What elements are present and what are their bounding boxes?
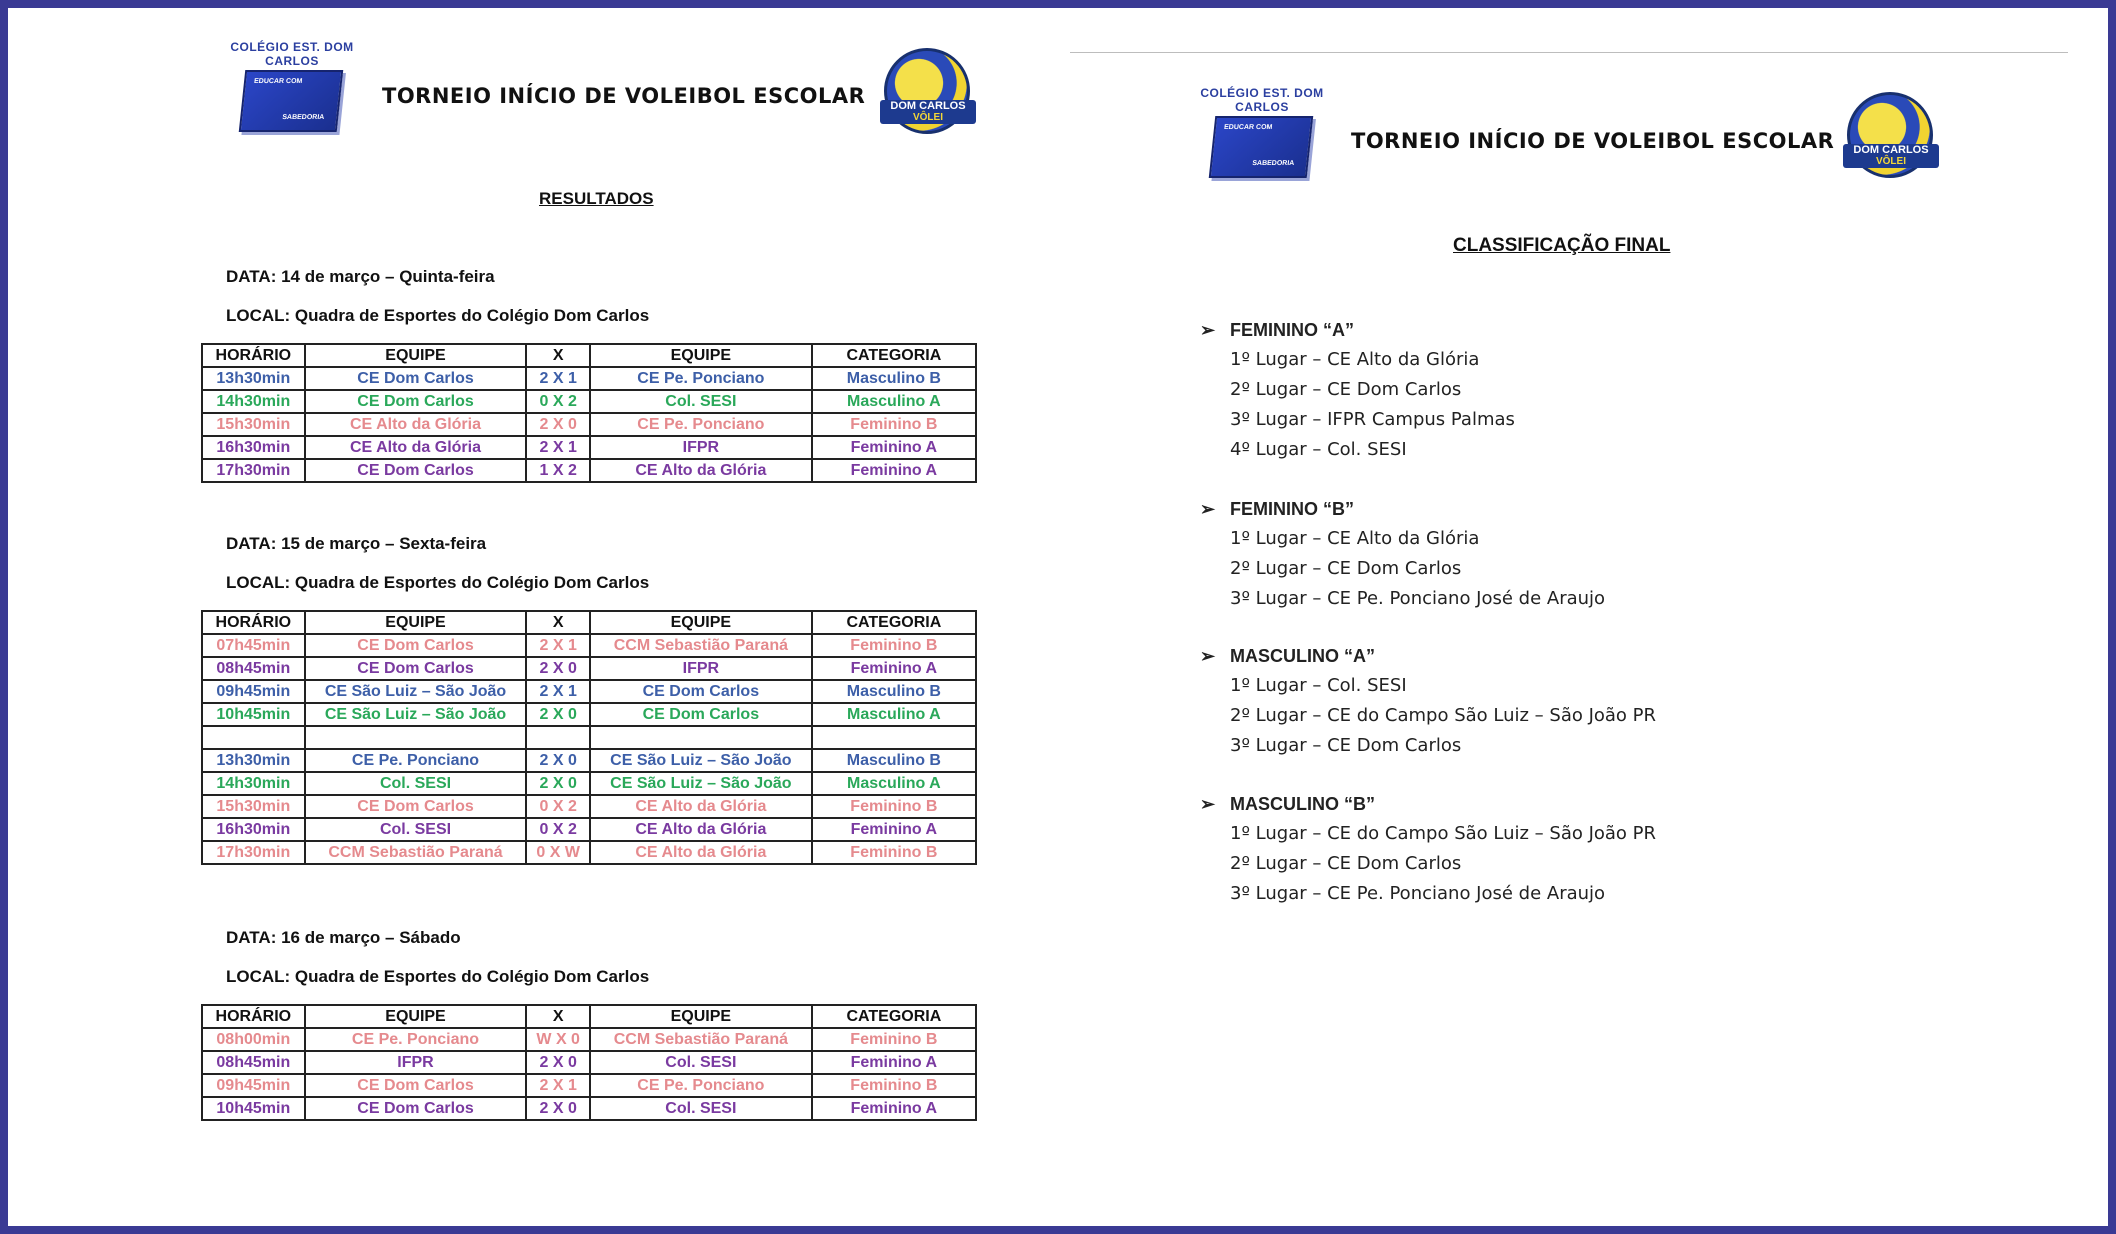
header-equipe-2: EQUIPE: [590, 1005, 812, 1028]
cell-categoria: Feminino B: [812, 1074, 976, 1097]
placement-line: 1º Lugar – CE Alto da Glória: [1230, 528, 1480, 549]
cell-categoria: Feminino A: [812, 657, 976, 680]
cell-score: 2 X 1: [526, 367, 590, 390]
day2-local: LOCAL: Quadra de Esportes do Colégio Dom Carlos: [226, 573, 650, 592]
cell-horario: 07h45min: [202, 634, 305, 657]
table-row: [202, 459, 976, 482]
cell-categoria: Feminino A: [812, 459, 976, 482]
group-name: FEMININO “A”: [1230, 320, 1354, 340]
placement-line: 2º Lugar – CE Dom Carlos: [1230, 379, 1462, 400]
cell-team1: CE Dom Carlos: [305, 1097, 527, 1120]
header-categoria: CATEGORIA: [812, 1005, 976, 1028]
cell-team1: Col. SESI: [305, 818, 527, 841]
cell-horario: 13h30min: [202, 367, 305, 390]
cell-team2: Col. SESI: [590, 1051, 812, 1074]
placement-line: 3º Lugar – CE Dom Carlos: [1230, 735, 1462, 756]
table-row: [202, 749, 976, 772]
header-horario: HORÁRIO: [202, 1005, 305, 1028]
cell-team1: [305, 726, 527, 749]
cell-team2: CE Alto da Glória: [590, 795, 812, 818]
cell-categoria: Feminino A: [812, 1097, 976, 1120]
table-row: [202, 1097, 976, 1120]
cell-score: 2 X 1: [526, 680, 590, 703]
cell-horario: 14h30min: [202, 772, 305, 795]
header-equipe-2: EQUIPE: [590, 611, 812, 634]
table-row: [202, 1028, 976, 1051]
cell-categoria: Masculino B: [812, 680, 976, 703]
cell-horario: 17h30min: [202, 841, 305, 864]
day2-date: DATA: 15 de março – Sexta-feira: [226, 534, 487, 553]
cell-horario: 15h30min: [202, 795, 305, 818]
cell-team2: IFPR: [590, 657, 812, 680]
volley-logo-band-right: [1843, 144, 1939, 168]
placement-line: 4º Lugar – Col. SESI: [1230, 439, 1407, 460]
cell-horario: 17h30min: [202, 459, 305, 482]
table-row: [202, 367, 976, 390]
seal-arc-text: COLÉGIO EST. DOM CARLOS: [230, 40, 354, 68]
cell-team1: CE Dom Carlos: [305, 1074, 527, 1097]
header-horario: HORÁRIO: [202, 611, 305, 634]
cell-score: 2 X 0: [526, 749, 590, 772]
cell-horario: 13h30min: [202, 749, 305, 772]
header-equipe-1: EQUIPE: [305, 344, 527, 367]
cell-categoria: Feminino B: [812, 413, 976, 436]
volley-logo-band: [880, 100, 976, 124]
cell-team1: CE Dom Carlos: [305, 459, 527, 482]
table-row: [202, 703, 976, 726]
cell-score: 2 X 0: [526, 1051, 590, 1074]
table-row: [202, 1051, 976, 1074]
cell-categoria: Masculino B: [812, 749, 976, 772]
classification-group-title: [1200, 315, 1515, 345]
school-seal-logo: [222, 40, 362, 140]
cell-team2: CE Pe. Ponciano: [590, 367, 812, 390]
seal-book-icon: [239, 70, 344, 132]
cell-score: 2 X 0: [526, 413, 590, 436]
cell-categoria: Feminino B: [812, 634, 976, 657]
cell-team2: CE Pe. Ponciano: [590, 1074, 812, 1097]
classification-title: CLASSIFICAÇÃO FINAL: [1453, 235, 1671, 256]
day1-results-table: [201, 343, 977, 483]
top-divider: [1070, 52, 2068, 53]
cell-categoria: Masculino A: [812, 703, 976, 726]
cell-score: 0 X 2: [526, 818, 590, 841]
cell-horario: 09h45min: [202, 1074, 305, 1097]
volley-logo-right: [1843, 92, 1939, 182]
table-row: [202, 726, 976, 749]
classification-group-title: [1200, 494, 1605, 524]
day3-local: LOCAL: Quadra de Esportes do Colégio Dom Carlos: [226, 967, 650, 986]
placement-line: 1º Lugar – CE do Campo São Luiz – São João PR: [1230, 823, 1657, 844]
volley-logo-line1: DOM CARLOS: [890, 100, 966, 112]
cell-score: 2 X 0: [526, 657, 590, 680]
arrow-bullet-icon: ➢: [1200, 646, 1216, 666]
cell-score: 1 X 2: [526, 459, 590, 482]
table-row: [202, 390, 976, 413]
seal-text-bottom-right: SABEDORIA: [1251, 160, 1295, 167]
cell-score: 2 X 0: [526, 772, 590, 795]
cell-horario: 08h00min: [202, 1028, 305, 1051]
school-seal-logo-right: [1192, 86, 1332, 186]
results-title: RESULTADOS: [539, 189, 654, 208]
tournament-title: TORNEIO INÍCIO DE VOLEIBOL ESCOLAR: [382, 84, 866, 108]
classification-group: [1200, 789, 1657, 909]
table-row: [202, 657, 976, 680]
cell-team1: CE Dom Carlos: [305, 634, 527, 657]
cell-categoria: Feminino B: [812, 841, 976, 864]
cell-categoria: Masculino A: [812, 772, 976, 795]
cell-categoria: Masculino A: [812, 390, 976, 413]
cell-team1: IFPR: [305, 1051, 527, 1074]
cell-score: 2 X 0: [526, 1097, 590, 1120]
cell-categoria: [812, 726, 976, 749]
cell-team2: CE São Luiz – São João: [590, 749, 812, 772]
table-header-row: [202, 1005, 976, 1028]
classification-group: [1200, 315, 1515, 465]
cell-team1: CE Dom Carlos: [305, 795, 527, 818]
cell-team1: CE Alto da Glória: [305, 436, 527, 459]
cell-horario: 10h45min: [202, 703, 305, 726]
volley-logo-line2-right: VÔLEI: [1875, 156, 1906, 167]
header-equipe-2: EQUIPE: [590, 344, 812, 367]
cell-horario: 09h45min: [202, 680, 305, 703]
table-row: [202, 413, 976, 436]
seal-book-icon-right: [1209, 116, 1314, 178]
table-row: [202, 795, 976, 818]
cell-categoria: Feminino A: [812, 1051, 976, 1074]
cell-score: 2 X 1: [526, 436, 590, 459]
table-header-row: [202, 344, 976, 367]
placement-line: 3º Lugar – CE Pe. Ponciano José de Araujo: [1230, 883, 1606, 904]
volley-logo-line1-right: DOM CARLOS: [1853, 144, 1929, 156]
classification-group-title: [1200, 641, 1656, 671]
cell-horario: [202, 726, 305, 749]
cell-team2: CCM Sebastião Paraná: [590, 634, 812, 657]
volley-logo: [880, 48, 976, 138]
placement-line: 2º Lugar – CE Dom Carlos: [1230, 558, 1462, 579]
day1-local: LOCAL: Quadra de Esportes do Colégio Dom Carlos: [226, 306, 650, 325]
cell-team1: CE Dom Carlos: [305, 657, 527, 680]
arrow-bullet-icon: ➢: [1200, 320, 1216, 340]
cell-team1: CE Pe. Ponciano: [305, 749, 527, 772]
header-equipe-1: EQUIPE: [305, 611, 527, 634]
cell-horario: 10h45min: [202, 1097, 305, 1120]
group-name: FEMININO “B”: [1230, 499, 1354, 519]
header-equipe-1: EQUIPE: [305, 1005, 527, 1028]
placement-line: 2º Lugar – CE Dom Carlos: [1230, 853, 1462, 874]
cell-team1: CE Dom Carlos: [305, 390, 527, 413]
cell-team2: IFPR: [590, 436, 812, 459]
cell-team1: CE Dom Carlos: [305, 367, 527, 390]
header-categoria: CATEGORIA: [812, 344, 976, 367]
table-row: [202, 1074, 976, 1097]
arrow-bullet-icon: ➢: [1200, 794, 1216, 814]
table-row: [202, 634, 976, 657]
cell-score: 0 X W: [526, 841, 590, 864]
cell-team1: CE São Luiz – São João: [305, 703, 527, 726]
cell-team2: CE Alto da Glória: [590, 841, 812, 864]
classification-group: [1200, 641, 1657, 761]
header-horario: HORÁRIO: [202, 344, 305, 367]
cell-horario: 15h30min: [202, 413, 305, 436]
placement-line: 3º Lugar – IFPR Campus Palmas: [1230, 409, 1515, 430]
seal-text-top: EDUCAR COM: [253, 78, 303, 85]
cell-categoria: Feminino B: [812, 1028, 976, 1051]
seal-text-bottom: SABEDORIA: [281, 114, 325, 121]
cell-horario: 16h30min: [202, 818, 305, 841]
placement-line: 3º Lugar – CE Pe. Ponciano José de Araujo: [1230, 588, 1606, 609]
placement-line: 2º Lugar – CE do Campo São Luiz – São João PR: [1230, 705, 1657, 726]
table-row: [202, 818, 976, 841]
cell-horario: 14h30min: [202, 390, 305, 413]
cell-team2: CE Alto da Glória: [590, 459, 812, 482]
table-row: [202, 680, 976, 703]
table-row: [202, 841, 976, 864]
cell-team2: CCM Sebastião Paraná: [590, 1028, 812, 1051]
cell-team2: [590, 726, 812, 749]
tournament-title-right: TORNEIO INÍCIO DE VOLEIBOL ESCOLAR: [1351, 129, 1835, 153]
classification-group-title: [1200, 789, 1656, 819]
cell-categoria: Feminino A: [812, 818, 976, 841]
header-x: X: [526, 1005, 590, 1028]
cell-horario: 16h30min: [202, 436, 305, 459]
table-header-row: [202, 611, 976, 634]
volley-logo-line2: VÔLEI: [912, 112, 943, 123]
cell-team2: Col. SESI: [590, 1097, 812, 1120]
cell-horario: 08h45min: [202, 657, 305, 680]
cell-team1: CE São Luiz – São João: [305, 680, 527, 703]
cell-score: [526, 726, 590, 749]
cell-team2: Col. SESI: [590, 390, 812, 413]
cell-team2: CE São Luiz – São João: [590, 772, 812, 795]
day1-date: DATA: 14 de março – Quinta-feira: [226, 267, 495, 286]
cell-team2: CE Dom Carlos: [590, 703, 812, 726]
placement-line: 1º Lugar – Col. SESI: [1230, 675, 1407, 696]
cell-team1: Col. SESI: [305, 772, 527, 795]
header-x: X: [526, 611, 590, 634]
cell-team2: CE Pe. Ponciano: [590, 413, 812, 436]
cell-team1: CE Pe. Ponciano: [305, 1028, 527, 1051]
placement-line: 1º Lugar – CE Alto da Glória: [1230, 349, 1480, 370]
day2-results-table: [201, 610, 977, 865]
header-x: X: [526, 344, 590, 367]
table-row: [202, 772, 976, 795]
cell-score: 2 X 1: [526, 1074, 590, 1097]
cell-score: 0 X 2: [526, 795, 590, 818]
header-categoria: CATEGORIA: [812, 611, 976, 634]
table-row: [202, 436, 976, 459]
cell-score: 2 X 1: [526, 634, 590, 657]
cell-team2: CE Alto da Glória: [590, 818, 812, 841]
cell-score: 2 X 0: [526, 703, 590, 726]
seal-arc-text-right: COLÉGIO EST. DOM CARLOS: [1200, 86, 1324, 114]
classification-group: [1200, 494, 1606, 614]
cell-team2: CE Dom Carlos: [590, 680, 812, 703]
cell-categoria: Feminino A: [812, 436, 976, 459]
cell-score: W X 0: [526, 1028, 590, 1051]
arrow-bullet-icon: ➢: [1200, 499, 1216, 519]
cell-categoria: Masculino B: [812, 367, 976, 390]
cell-score: 0 X 2: [526, 390, 590, 413]
cell-categoria: Feminino B: [812, 795, 976, 818]
seal-text-top-right: EDUCAR COM: [1223, 124, 1273, 131]
cell-team1: CE Alto da Glória: [305, 413, 527, 436]
day3-results-table: [201, 1004, 977, 1121]
cell-horario: 08h45min: [202, 1051, 305, 1074]
day3-date: DATA: 16 de março – Sábado: [226, 928, 461, 947]
cell-team1: CCM Sebastião Paraná: [305, 841, 527, 864]
group-name: MASCULINO “A”: [1230, 646, 1375, 666]
group-name: MASCULINO “B”: [1230, 794, 1375, 814]
